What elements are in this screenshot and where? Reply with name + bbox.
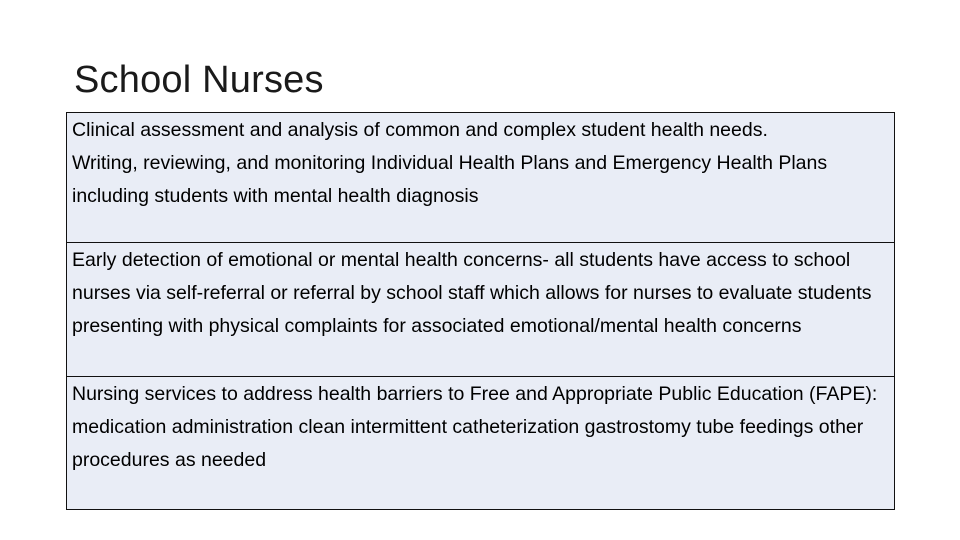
table-row-clinical-assessment (67, 113, 895, 243)
cell-text-early-detection: Early detection of emotional or mental health concerns- all students have access to school nurses via self-referral or referral by school staff which allows for nurses to evaluate students presenting with physical complaints for associated emotional/mental health concerns (72, 249, 872, 337)
table-cell-early-detection (67, 243, 895, 377)
cell-text-procedures: medication administration clean intermittent catheterization gastrostomy tube feedings other procedures as needed (72, 416, 864, 471)
table-row-early-detection (67, 243, 895, 377)
table-row-nursing-services (67, 377, 895, 510)
slide-title: School Nurses (74, 59, 324, 101)
content-table (66, 112, 895, 510)
cell-text-clinical-assessment: Clinical assessment and analysis of common and complex student health needs. (72, 119, 768, 141)
cell-text-health-plans: Writing, reviewing, and monitoring Individual Health Plans and Emergency Health Plans including students with mental health diagnosis (72, 152, 828, 207)
cell-text-nursing-services: Nursing services to address health barriers to Free and Appropriate Public Education (FAPE): (72, 383, 878, 405)
table-cell-clinical-assessment (67, 113, 895, 243)
table-cell-nursing-services (67, 377, 895, 510)
